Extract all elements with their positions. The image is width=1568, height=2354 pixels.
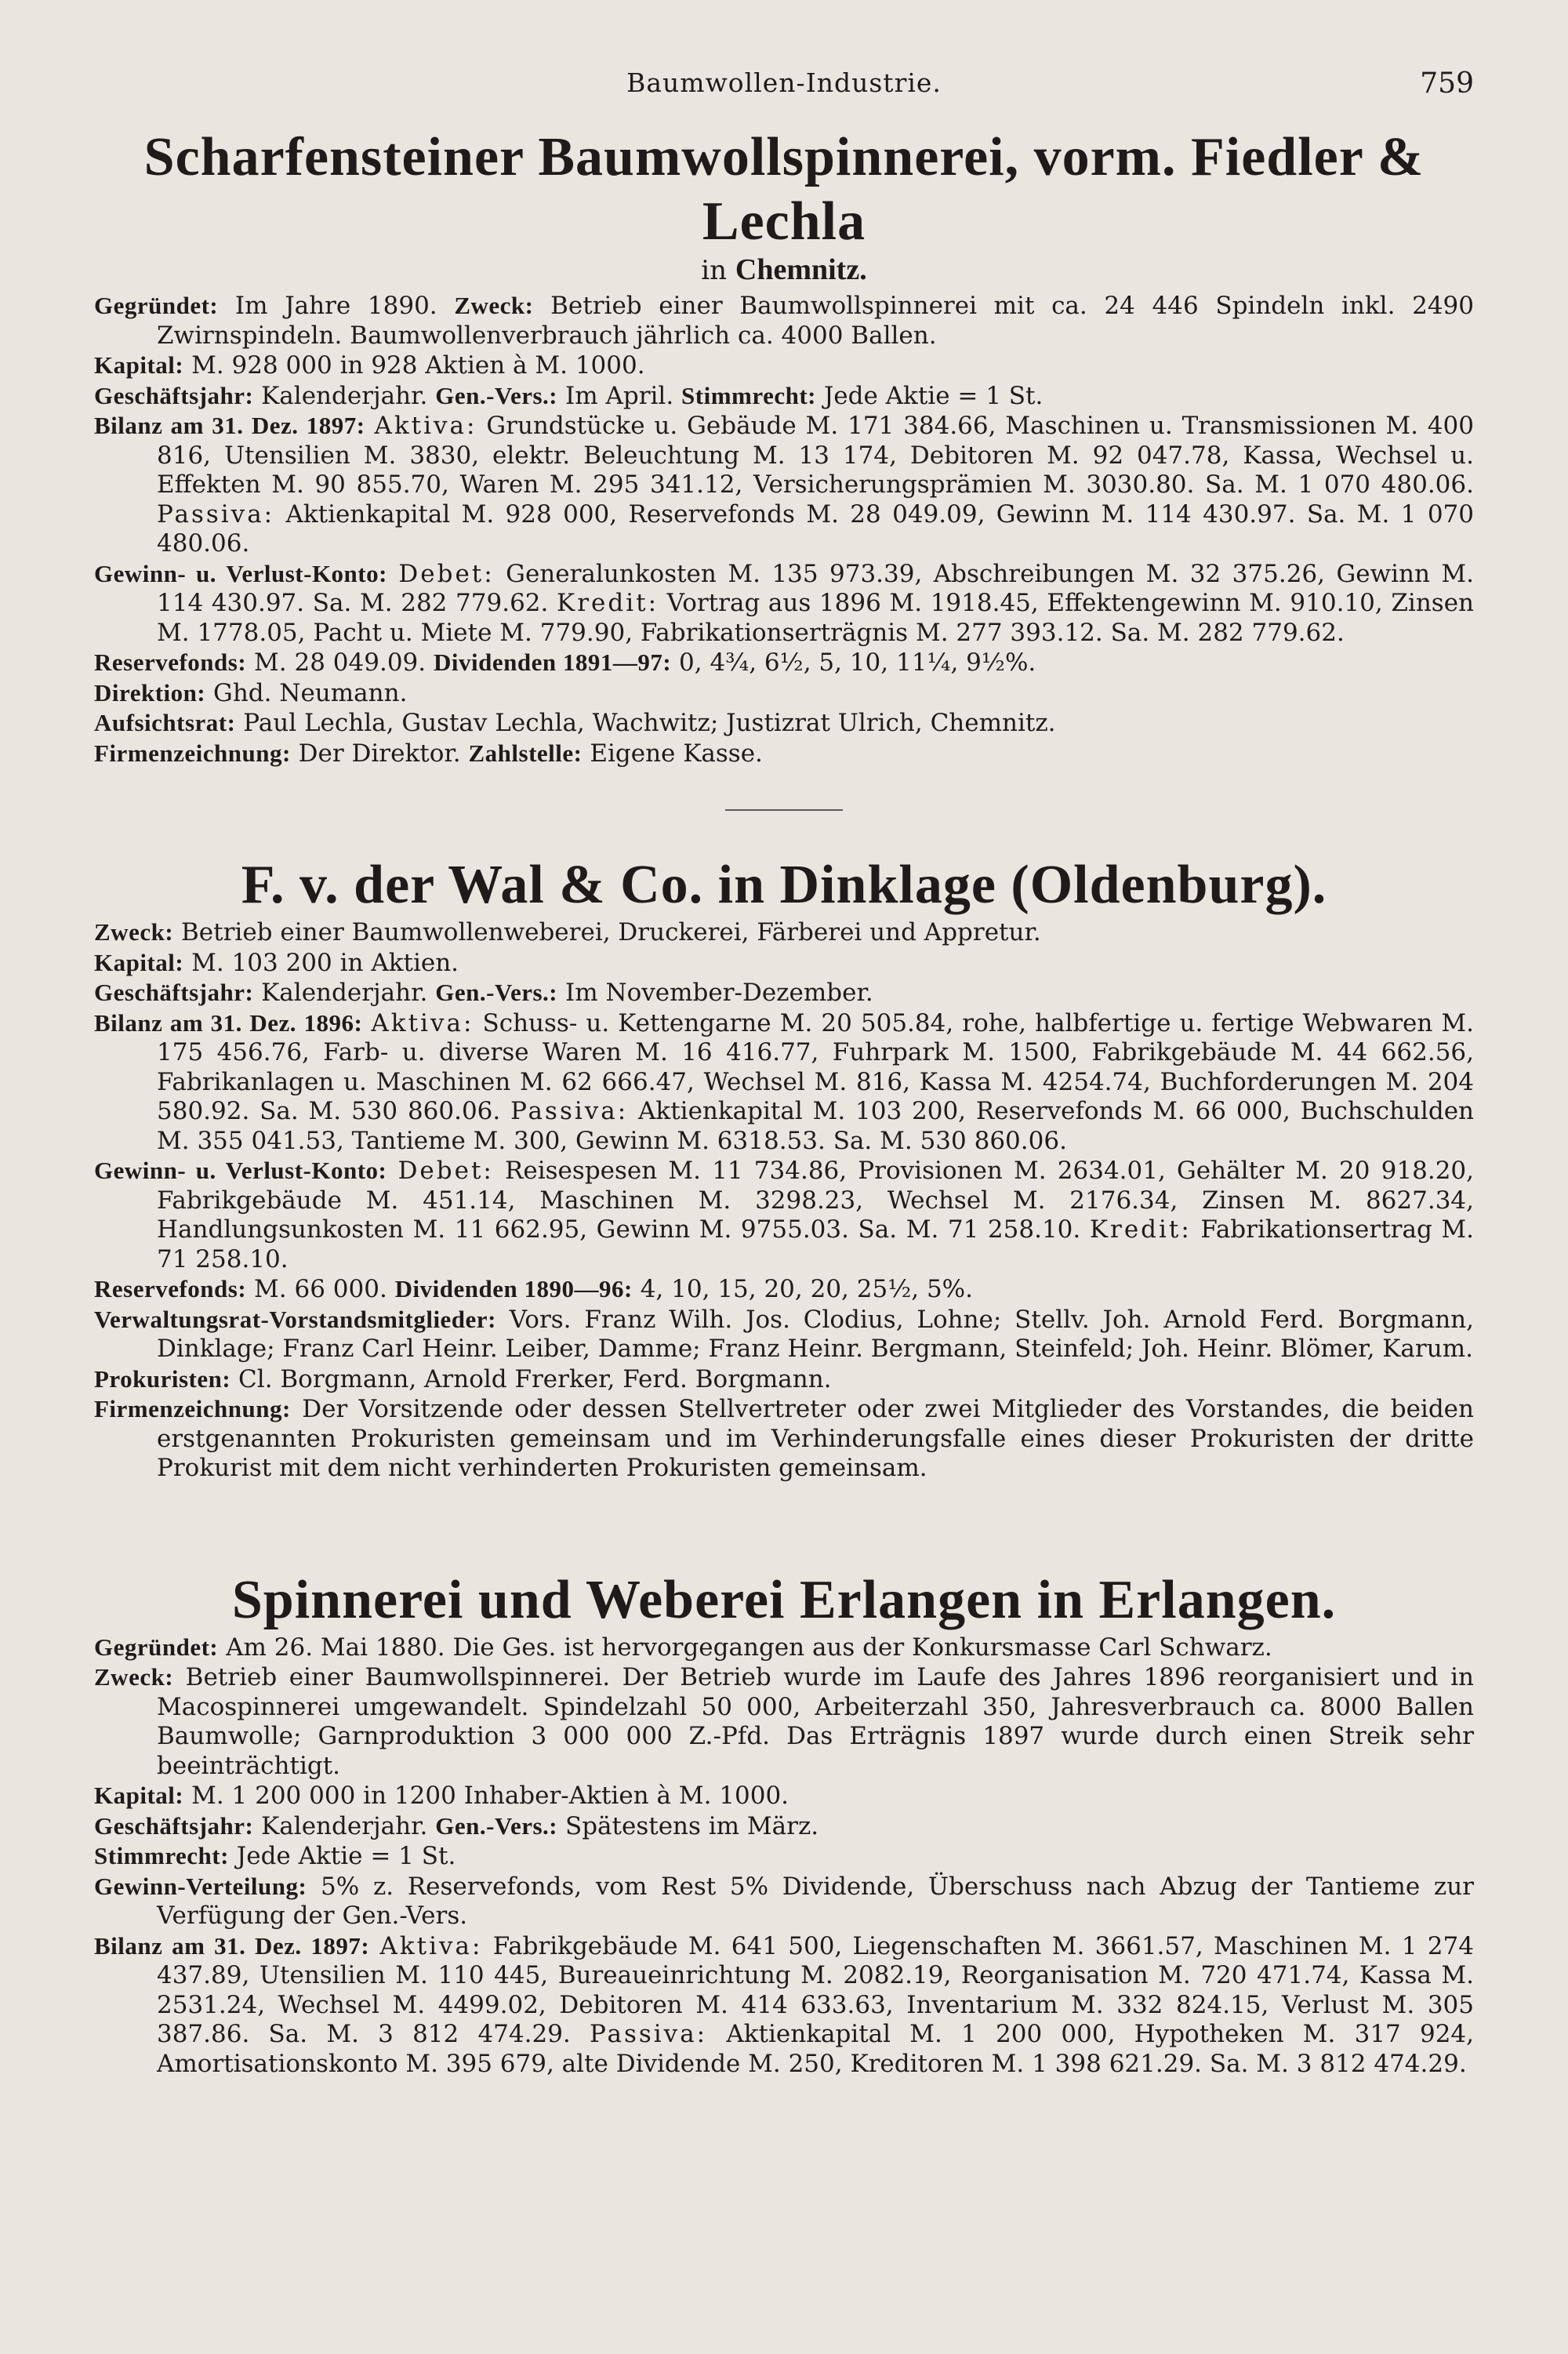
entry-reserve-dividends [94, 1274, 1474, 1305]
entry-capital [94, 948, 1474, 979]
entry-key: Bilanz am 31. Dez. 1896: [94, 1008, 363, 1037]
entry-fiscal-year [94, 381, 1474, 412]
entry-text: M. 928 000 in 928 Aktien à M. 1000. [183, 351, 645, 380]
entry-text: M. 103 200 in Aktien. [183, 948, 459, 977]
entry-profit-loss [94, 1156, 1474, 1274]
aktiva-label: Aktiva: [374, 412, 477, 440]
entry-key: Bilanz am 31. Dez. 1897: [94, 1931, 370, 1960]
entry-balance-sheet [94, 1931, 1474, 2080]
entry-text: Im November-Dezember. [557, 979, 873, 1007]
entry-balance-sheet [94, 1008, 1474, 1157]
entry-text: M. 1 200 000 in 1200 Inhaber-Aktien à M. 1000. [183, 1782, 789, 1810]
entry-key: Geschäftsjahr: [94, 979, 254, 1006]
passiva-label: Passiva: [510, 1097, 629, 1125]
entry-text: Jede Aktie = 1 St. [228, 1842, 456, 1870]
debet-label: Debet: [398, 559, 495, 588]
entry-purpose [94, 917, 1474, 948]
entry-text: Spätestens im März. [557, 1811, 819, 1840]
running-header [94, 67, 1474, 102]
entry-key: Kapital: [94, 1782, 184, 1809]
entry-text: 4, 10, 15, 20, 20, 25½, 5%. [632, 1275, 973, 1303]
entry-key: Direktion: [94, 678, 206, 707]
entry-fiscal-year [94, 978, 1474, 1008]
entry-text: Im Jahre 1890. [218, 292, 455, 320]
entry-key: Gewinn- u. Verlust-Konto: [94, 1157, 387, 1184]
entry-signature [94, 739, 1474, 769]
location-prefix: in [701, 255, 728, 286]
entry-text: M. 28 049.09. [246, 648, 434, 677]
entry-text: Ghd. Neumann. [205, 678, 408, 707]
entry-key: Gen.-Vers.: [435, 979, 558, 1006]
entry-text: Kalenderjahr. [253, 1811, 436, 1840]
entry-text: Betrieb einer Baumwollenweberei, Druckerei, Färberei und Appretur. [173, 918, 1041, 946]
aktiva-label: Aktiva: [379, 1931, 483, 1960]
company-location [94, 254, 1474, 286]
entry-key: Zweck: [94, 918, 174, 946]
company-title: F. v. der Wal & Co. in Dinklage (Oldenburg). [241, 855, 1327, 915]
entry-key: Dividenden 1891—97: [433, 648, 672, 676]
entry-text: Generalunkosten M. 135 973.39, Abschreibungen M. 32 375.26, Gewinn M. 114 430.97. Sa. M. 282 779.62. [157, 559, 1475, 617]
entry-key: Zahlstelle: [468, 739, 583, 767]
entry-text: Betrieb einer Baumwollspinnerei. Der Betrieb wurde im Laufe des Jahres 1896 reorganisiert und in Macospinnerei umgewandelt. Spindelzahl 50 000, Arbeiterzahl 350, Jahresverbrauch ca. 8000 Ballen Baumwolle; Garnproduktion 3 000 000 Z.-Pfd. Das Erträgnis 1897 wurde durch einen Streik sehr beeinträchtigt. [157, 1663, 1474, 1780]
passiva-label: Passiva: [157, 499, 275, 529]
entry-text: Kalenderjahr. [253, 979, 436, 1007]
entry-profit-loss [94, 559, 1474, 648]
entry-text: Vortrag aus 1896 M. 1918.45, Effektengewinn M. 910.10, Zinsen M. 1778.05, Pacht u. Miete M. 779.90, Fabrikationserträgnis M. 277 393.12. Sa. M. 282 779.62. [157, 589, 1475, 647]
entry-key: Gen.-Vers.: [435, 381, 558, 409]
entry-authorized-signatories [94, 1364, 1474, 1395]
entry-key: Stimmrecht: [94, 1842, 229, 1869]
entry-text: Der Vorsitzende oder dessen Stellvertreter oder zwei Mitglieder des Vorstandes, die beiden erstgenannten Prokuristen gemeinsam und im Verhinderungsfalle eines dieser Prokuristen der dritte Prokurist mit dem nicht verhinderten Prokuristen gemeinsam. [157, 1395, 1474, 1482]
entry-text: Grundstücke u. Gebäude M. 171 384.66, Maschinen u. Transmissionen M. 400 816, Utensilien M. 3830, elektr. Beleuchtung M. 13 174, Debitoren M. 92 047.78, Kassa, Wechsel u. Effekten M. 90 855.70, Waren M. 295 341.12, Versicherungsprämien M. 3030.80. Sa. M. 1 070 480.06. [157, 412, 1474, 499]
entry-key: Aufsichtsrat: [94, 709, 236, 736]
kredit-label: Kredit: [1089, 1215, 1192, 1244]
entry-text: Betrieb einer Baumwollspinnerei mit ca. 24 446 Spindeln inkl. 2490 Zwirnspindeln. Baumwollenverbrauch jährlich ca. 4000 Ballen. [157, 292, 1474, 350]
company-entry-scharfenstein [94, 125, 1474, 768]
entry-key: Firmenzeichnung: [94, 739, 291, 767]
entry-key: Bilanz am 31. Dez. 1897: [94, 412, 365, 439]
debet-label: Debet: [397, 1157, 494, 1185]
entry-text: Der Direktor. [290, 739, 469, 768]
entry-text: Jede Aktie = 1 St. [815, 381, 1044, 410]
entry-text: M. 66 000. [246, 1275, 395, 1303]
kredit-label: Kredit: [557, 589, 659, 617]
entry-voting-right [94, 1841, 1474, 1872]
entry-founded-and-purpose [94, 291, 1474, 351]
company-entry-van-der-wal [94, 853, 1474, 1484]
entry-text: Aktienkapital M. 103 200, Reservefonds M. 66 000, Buchschulden M. 355 041.53, Tantieme M. 300, Gewinn M. 6318.53. Sa. M. 530 860.06. [157, 1097, 1475, 1155]
running-title: Baumwollen-Industrie. [626, 67, 942, 98]
entry-text: Vors. Franz Wilh. Jos. Clodius, Lohne; Stellv. Joh. Arnold Ferd. Borgmann, Dinklage; Franz Carl Heinr. Leiber, Damme; Franz Heinr. Bergmann, Steinfeld; Joh. Heinr. Blömer, Karum. [157, 1305, 1474, 1363]
entry-key: Kapital: [94, 351, 184, 379]
entry-text: Paul Lechla, Gustav Lechla, Wachwitz; Justizrat Ulrich, Chemnitz. [235, 709, 1056, 737]
entry-key: Stimmrecht: [681, 381, 816, 409]
entry-text: 0, 4¾, 6½, 5, 10, 11¼, 9½%. [671, 648, 1036, 677]
entry-text: Im April. [557, 381, 682, 410]
entry-capital [94, 351, 1474, 381]
entry-key: Geschäftsjahr: [94, 381, 254, 409]
entry-key: Firmenzeichnung: [94, 1395, 291, 1422]
location-city: Chemnitz. [735, 253, 867, 286]
company-entry-erlangen [94, 1568, 1474, 2080]
entry-fiscal-year [94, 1811, 1474, 1842]
aktiva-label: Aktiva: [371, 1008, 474, 1037]
page-number: 759 [1420, 67, 1474, 100]
entry-reserve-dividends [94, 648, 1474, 678]
company-title: Spinnerei und Weberei Erlangen in Erlangen. [231, 1569, 1337, 1630]
entry-purpose [94, 1662, 1474, 1781]
entry-text: Aktienkapital M. 1 200 000, Hypotheken M. 317 924, Amortisationskonto M. 395 679, alte Dividende M. 250, Kreditoren M. 1 398 621.29. Sa. M. 3 812 474.29. [157, 2020, 1474, 2078]
entry-key: Reservefonds: [94, 648, 247, 676]
passiva-label: Passiva: [590, 2020, 708, 2048]
entry-board-members [94, 1305, 1474, 1364]
entry-key: Zweck: [94, 1663, 174, 1691]
page-content [94, 125, 1474, 2079]
entry-signature [94, 1394, 1474, 1484]
entry-key: Geschäftsjahr: [94, 1811, 254, 1840]
entry-text: Schuss- u. Kettengarne M. 20 505.84, rohe, halbfertige u. fertige Webwaren M. 175 456.76, Farb- u. diverse Waren M. 16 416.77, Fuhrpark M. 1500, Fabrikgebäude M. 44 662.56, Fabrikanlagen u. Maschinen M. 62 666.47, Wechsel M. 816, Kassa M. 4254.74, Buchforderungen M. 204 580.92. Sa. M. 530 860.06. [157, 1008, 1474, 1125]
entry-key: Verwaltungsrat-Vorstandsmitglieder: [94, 1305, 496, 1333]
entry-text: Reisespesen M. 11 734.86, Provisionen M. 2634.01, Gehälter M. 20 918.20, Fabrikgebäude M. 451.14, Maschinen M. 3298.23, Wechsel M. 2176.34, Zinsen M. 8627.34, Handlungsunkosten M. 11 662.95, Gewinn M. 9755.03. Sa. M. 71 258.10. [157, 1157, 1475, 1244]
entry-key: Dividenden 1890—96: [394, 1275, 633, 1302]
entry-management [94, 678, 1474, 709]
entry-capital [94, 1781, 1474, 1811]
entry-founded [94, 1633, 1474, 1663]
entry-text: Aktienkapital M. 928 000, Reservefonds M. 28 049.09, Gewinn M. 114 430.97. Sa. M. 1 070 480.06. [157, 499, 1474, 558]
entry-key: Gegründet: [94, 292, 219, 319]
entry-text: 5% z. Reservefonds, vom Rest 5% Dividende, Überschuss nach Abzug der Tantieme zur Verfügung der Gen.-Vers. [157, 1872, 1474, 1930]
entry-profit-distribution [94, 1872, 1474, 1931]
entry-key: Zweck: [454, 292, 534, 319]
entry-text: Fabrikationsertrag M. 71 258.10. [157, 1215, 1474, 1273]
section-divider [725, 809, 843, 811]
entry-key: Gegründet: [94, 1633, 219, 1661]
entry-supervisory-board [94, 708, 1474, 739]
company-title: Scharfensteiner Baumwollspinnerei, vorm. Fiedler & Lechla [143, 127, 1425, 252]
entry-key: Reservefonds: [94, 1275, 247, 1302]
entry-text: Cl. Borgmann, Arnold Frerker, Ferd. Borgmann. [230, 1364, 832, 1393]
entry-text: Kalenderjahr. [253, 381, 436, 410]
entry-key: Kapital: [94, 948, 184, 976]
entry-key: Gen.-Vers.: [435, 1811, 558, 1840]
entry-balance-sheet [94, 411, 1474, 559]
entry-text: Fabrikgebäude M. 641 500, Liegenschaften M. 3661.57, Maschinen M. 1 274 437.89, Utensilien M. 110 445, Bureaueinrichtung M. 2082.19, Reorganisation M. 720 471.74, Kassa M. 2531.24, Wechsel M. 4499.02, Debitoren M. 414 633.63, Inventarium M. 332 824.15, Verlust M. 305 387.86. Sa. M. 3 812 474.29. [157, 1931, 1474, 2048]
entry-text: Eigene Kasse. [582, 739, 763, 768]
entry-key: Gewinn- u. Verlust-Konto: [94, 559, 387, 587]
entry-key: Prokuristen: [94, 1364, 231, 1393]
entry-text: Am 26. Mai 1880. Die Ges. ist hervorgegangen aus der Konkursmasse Carl Schwarz. [218, 1633, 1272, 1662]
entry-key: Gewinn-Verteilung: [94, 1872, 307, 1900]
